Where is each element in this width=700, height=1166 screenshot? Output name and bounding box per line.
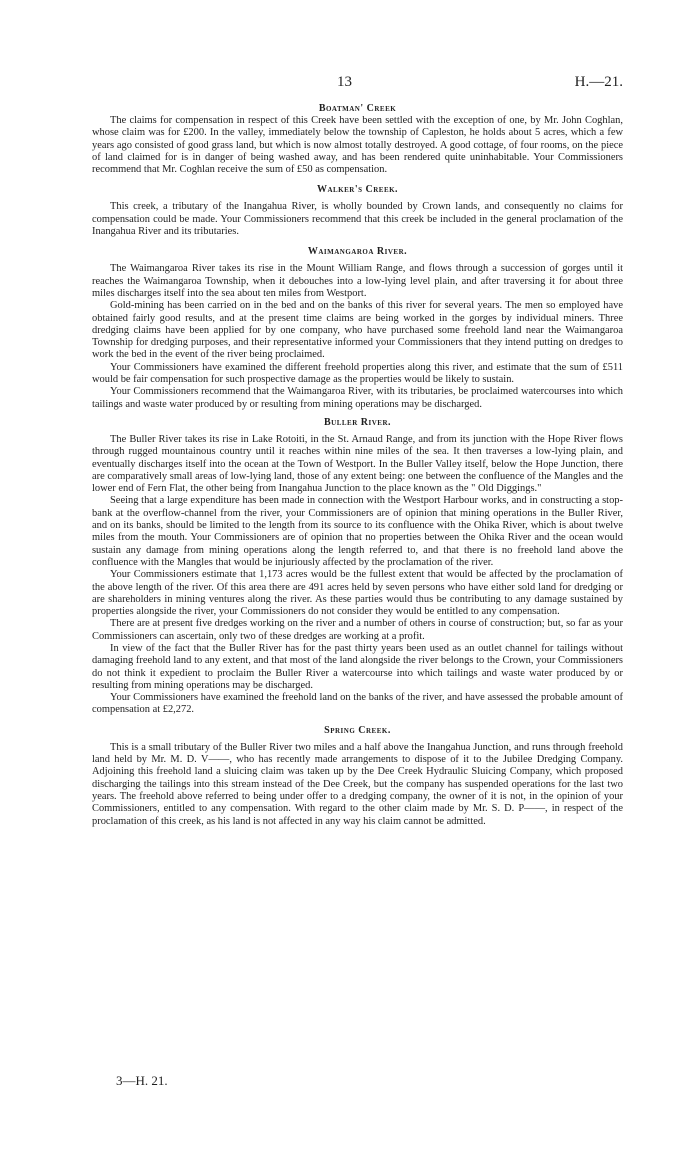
sheet-reference: 3—H. 21.: [116, 1073, 168, 1088]
section-heading: Spring Creek.: [324, 724, 391, 736]
document-reference: H.—21.: [574, 74, 623, 90]
page-header: [92, 74, 623, 94]
section-buller-river: [92, 416, 623, 717]
paragraph: Your Commissioners estimate that 1,173 acres would be the fullest extent that would be affected by the proclamation of the above length of the river. Of this area there are 491 acres held by seven persons who have either sold land for dredging or are shareholders in mining ventures along the river. As these parties would thus be contributing to any damage sustained by properties alongside the river, your Commissioners do not consider they would be entitled to any compensation.: [92, 569, 623, 618]
section-heading: Walker's Creek.: [316, 184, 399, 196]
document-body: [92, 102, 623, 828]
section-boatman-creek: [92, 102, 623, 176]
paragraph: The claims for compensation in respect of this Creek have been settled with the exception of one, by Mr. John Coghlan, whose claim was for £200. In the valley, immediately below the township of Capleston, he holds about 5 acres, which a few years ago consisted of good grass land, but which is now almost totally destroyed. A good cottage, of four rooms, on the piece of land claimed for is in danger of being washed away, and has been rendered quite uninhabitable. Your Commissioners recommend that Mr. Coghlan receive the sum of £50 as compensation.: [92, 115, 623, 176]
paragraph: There are at present five dredges working on the river and a number of others in course of construction; but, so far as your Commissioners can ascertain, only two of these dredges are working at a profit.: [92, 618, 623, 642]
section-heading: Waimangaroa River.: [307, 246, 408, 258]
paragraph: In view of the fact that the Buller River has for the past thirty years been used as an outlet channel for tailings without damaging freehold land to any extent, and that most of the land alongside the river belongs to the Crown, your Commissioners do not think it expedient to proclaim the Buller River a watercourse into which tailings and waste water produced by or resulting from mining operations may be discharged.: [92, 642, 623, 691]
paragraph: This is a small tributary of the Buller River two miles and a half above the Inangahua Junction, and runs through freehold land held by Mr. M. D. V——, who has recently made arrangements to dispose of it to the Jubilee Dredging Company. Adjoining this freehold land a sluicing claim was taken up by the Dee Creek Hydraulic Sluicing Company, which proposed discharging the tailings into this stream instead of the Dee Creek, but the company has suspended operations for the last two years. The freehold above referred to being under offer to a dredging company, the owner of it is not, in the opinion of your Commissioners, entitled to any compensation. With regard to the other claim made by Mr. S. D. P——, in respect of the proclamation of this creek, as his land is not affected in any way his claim cannot be admitted.: [92, 741, 623, 827]
paragraph: Your Commissioners recommend that the Waimangaroa River, with its tributaries, be proclaimed watercourses into which tailings and waste water produced by or resulting from mining operations may be discharged.: [92, 386, 623, 410]
section-spring-creek: [92, 724, 623, 828]
paragraph: Gold-mining has been carried on in the bed and on the banks of this river for several years. The men so employed have obtained fairly good results, and at the present time claims are being worked in the gorges by individual miners. Three dredging claims have been applied for by one company, who have purchased some freehold land near the Waimangaroa Township for dredging purposes, and their representative informed your Commissioners that they intend putting on dredges to work the bed in the event of the river being proclaimed.: [92, 300, 623, 361]
paragraph: The Waimangaroa River takes its rise in the Mount William Range, and flows through a succession of gorges until it reaches the Waimangaroa Township, when it debouches into a low-lying level plain, and after traversing it for about three miles discharges itself into the sea about ten miles from Westport.: [92, 263, 623, 299]
section-walkers-creek: [92, 183, 623, 238]
paragraph: Your Commissioners have examined the different freehold properties along this river, and estimate that the sum of £511 would be fair compensation for such prospective damage as the properties would be likely to sustain.: [92, 361, 623, 386]
paragraph: The Buller River takes its rise in Lake Rotoiti, in the St. Arnaud Range, and from its junction with the Hope River flows through rugged mountainous country until it reaches within nine miles of the sea. It then traverses a low-lying plain, and eventually discharges itself into the ocean at the Town of Westport. In the Buller Valley itself, below the Hope Junction, there are comparatively small areas of low-lying land, those of any extent being: one between the confluence of the Mangles and the lower end of Fern Flat, the other being from Inangahua Junction to the place known as the " Old Diggings.": [92, 433, 623, 495]
section-heading: Boatman' Creek: [318, 103, 397, 114]
paragraph: Your Commissioners have examined the freehold land on the banks of the river, and have assessed the probable amount of compensation at £2,272.: [92, 692, 623, 716]
page-number: 13: [337, 74, 352, 90]
section-heading: Buller River.: [323, 416, 391, 428]
section-waimangaroa-river: [92, 245, 623, 411]
paragraph: Seeing that a large expenditure has been made in connection with the Westport Harbour works, and in constructing a stop-bank at the overflow-channel from the river, your Commissioners are of opinion that mining operations in the Buller River, and on its banks, should be limited to the length from its source to its confluence with the Ohika River, which is about twelve miles from the mouth. Your Commissioners are of opinion that no properties between the Ohika River and the ocean would sustain any damage from mining operations along the length referred to, and that there is no freehold land above the confluence with the Mangles that would be injuriously affected by the proclamation of the river.: [92, 495, 623, 568]
paragraph: This creek, a tributary of the Inangahua River, is wholly bounded by Crown lands, and consequently no claims for compensation could be made. Your Commissioners recommend that this creek be included in the general proclamation of the Inangahua River and its tributaries.: [92, 201, 623, 238]
